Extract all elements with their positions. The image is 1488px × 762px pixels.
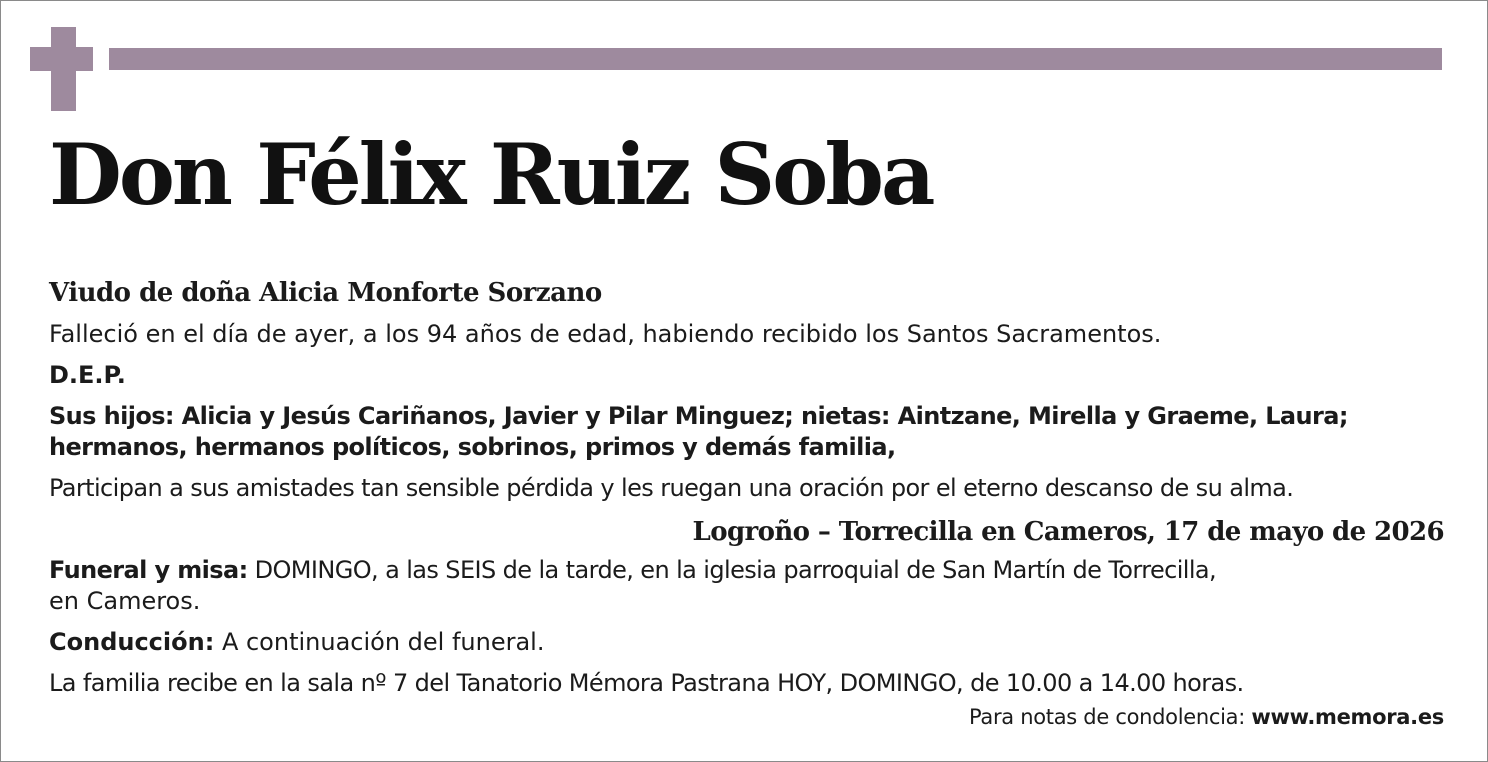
family-line-1: Sus hijos: Alicia y Jesús Cariñanos, Javier y Pilar Minguez; nietas: Aintzane, Mirella y Graeme, Laura;: [49, 402, 1348, 430]
widow-line: Viudo de doña Alicia Monforte Sorzano: [49, 278, 602, 308]
condolence-label: Para notas de condolencia:: [968, 705, 1252, 729]
conduccion-label: Conducción:: [49, 628, 215, 656]
funeral-text-cont: en Cameros.: [49, 587, 201, 615]
passing-text: Falleció en el día de ayer, a los 94 años de edad, habiendo recibido los Santos Sacramentos.: [49, 320, 1162, 348]
place-date: Logroño – Torrecilla en Cameros, 17 de mayo de 2026: [692, 517, 1444, 547]
wake-text: La familia recibe en la sala nº 7 del Tanatorio Mémora Pastrana HOY, DOMINGO, de 10.00 a 14.00 horas.: [49, 669, 1244, 697]
conduccion-text: A continuación del funeral.: [214, 628, 545, 656]
condolence-note: [49, 703, 1444, 731]
condolence-link[interactable]: www.memora.es: [1251, 705, 1444, 729]
funeral-info: [49, 555, 1444, 617]
header-rule: [109, 48, 1442, 70]
notice-body: [49, 273, 1444, 731]
funeral-text: DOMINGO, a las SEIS de la tarde, en la iglesia parroquial de San Martín de Torrecilla,: [247, 556, 1217, 584]
family-line-2: hermanos, hermanos políticos, sobrinos, primos y demás familia,: [49, 433, 896, 461]
family-list: [49, 401, 1444, 463]
funeral-label: Funeral y misa:: [49, 556, 248, 584]
cross-icon-arm: [30, 47, 93, 71]
deceased-name: Don Félix Ruiz Soba: [49, 125, 933, 224]
message-text: Participan a sus amistades tan sensible pérdida y les ruegan una oración por el eterno descanso de su alma.: [49, 474, 1294, 502]
dep-text: D.E.P.: [49, 361, 126, 389]
